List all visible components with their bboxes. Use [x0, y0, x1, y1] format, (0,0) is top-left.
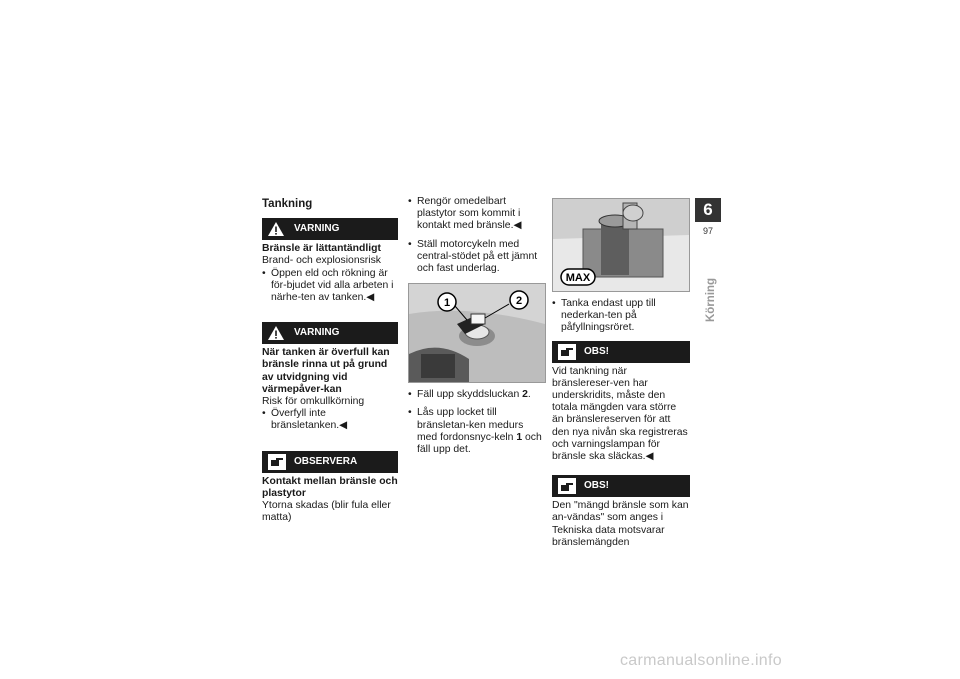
- warning-heading: När tanken är överfull kan bränsle rinna ut på grund av utvidgning vid värmepåver-kan: [262, 347, 390, 395]
- instruction-bullet: • Fäll upp skyddsluckan 2.: [408, 389, 546, 401]
- warning-label: VARNING: [294, 223, 340, 235]
- obs-banner-2: [552, 475, 690, 497]
- column-3: [552, 196, 690, 549]
- notice-banner: [262, 451, 398, 473]
- warning-heading: Bränsle är lättantändligt: [262, 243, 381, 255]
- section-title: Tankning: [262, 198, 313, 210]
- notice-heading: Kontakt mellan bränsle och plastytor: [262, 475, 398, 499]
- chapter-number: 6: [695, 198, 721, 222]
- pointing-hand-icon: [558, 344, 576, 360]
- warning-triangle-icon: [266, 324, 286, 342]
- instruction-bullet: • Lås upp locket till bränsletan-ken medurs med fordonsnyc-keln 1 och fäll upp det.: [408, 407, 546, 456]
- watermark: carmanualsonline.info: [620, 652, 782, 669]
- warning-banner-2: [262, 322, 398, 344]
- instruction-bullet: • Rengör omedelbart plastytor som kommit i kontakt med bränsle.◀: [408, 196, 546, 233]
- instruction-bullet: • Ställ motorcykeln med central-stödet på ett jämnt och fast underlag.: [408, 239, 546, 276]
- warning-text: Risk för omkullkörning: [262, 396, 365, 408]
- warning-bullet: • Öppen eld och rökning är för-bjudet vid alla arbeten i närhe-ten av tanken.◀: [262, 268, 398, 305]
- figure-label-max: MAX: [565, 272, 591, 284]
- page-number: 97: [702, 226, 713, 236]
- obs-label: OBS!: [584, 345, 609, 357]
- notice-label: OBSERVERA: [294, 455, 358, 467]
- pointing-hand-icon: [268, 454, 286, 470]
- pointing-hand-icon: [558, 478, 576, 494]
- obs-text: Vid tankning när bränslereser-ven har underskridits, måste den totala mängden vara större än bränslereserven för att den nya nivån ska registreras och varningslampan för bränsle ska släckas.◀: [552, 365, 688, 463]
- column-2: [408, 196, 546, 462]
- obs-label: OBS!: [584, 480, 609, 492]
- fuel-cap-figure: [408, 283, 546, 383]
- notice-text: Ytorna skadas (blir fula eller matta): [262, 500, 391, 524]
- column-1: [262, 196, 398, 524]
- warning-triangle-icon: [266, 220, 286, 238]
- obs-banner-1: [552, 341, 690, 363]
- figure-label-1: 1: [443, 297, 451, 310]
- warning-label: VARNING: [294, 327, 340, 339]
- obs-text: Den "mängd bränsle som kan an-vändas" som anges i Tekniska data motsvarar bränslemängden: [552, 500, 689, 548]
- warning-text: Brand- och explosionsrisk: [262, 255, 381, 267]
- instruction-bullet: • Tanka endast upp till nederkan-ten på påfyllningsröret.: [552, 298, 690, 335]
- fuel-filler-figure: [552, 198, 690, 292]
- chapter-title: Körning: [705, 277, 717, 322]
- warning-bullet: • Överfyll inte bränsletanken.◀: [262, 408, 398, 432]
- warning-banner-1: [262, 218, 398, 240]
- figure-label-2: 2: [515, 295, 523, 308]
- chapter-sidebar: [695, 198, 721, 236]
